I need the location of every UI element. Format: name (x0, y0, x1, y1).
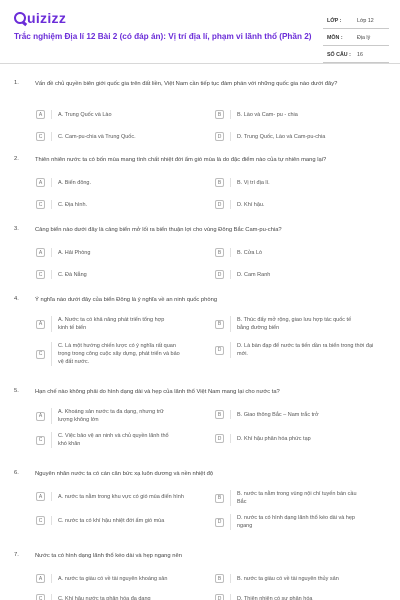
option-text: C. Việc bảo vệ an ninh và chủ quyền lãnh thổ khó khăn (51, 432, 176, 448)
option-text: D. Trung Quốc, Lào và Cam-pu-chia (230, 132, 325, 141)
meta-value: Địa lý (357, 35, 371, 41)
option-letter: A (36, 110, 45, 119)
option-a[interactable] (36, 492, 216, 501)
logo-q-glyph (14, 12, 26, 24)
quizizz-logo (14, 10, 66, 26)
option-text: A. Khoáng sản nước ta đa dạng, nhưng trữ lượng không lớn (51, 408, 171, 424)
option-letter: C (36, 516, 45, 525)
option-letter: C (36, 200, 45, 209)
option-text: B. Cửa Lò (230, 248, 262, 257)
option-text: D. nước ta có hình dạng lãnh thổ kéo dài và hẹp ngang (230, 514, 365, 530)
option-letter: B (215, 178, 224, 187)
option-letter: C (36, 594, 45, 600)
option-a[interactable] (36, 248, 216, 257)
meta-value: 16 (357, 52, 363, 58)
meta-row-class (323, 14, 389, 29)
question-number: 4. (14, 296, 19, 302)
option-b[interactable] (215, 110, 385, 119)
option-d[interactable] (215, 342, 385, 358)
option-text: C. Cam-pu-chia và Trung Quốc. (51, 132, 136, 141)
option-text: B. Giao thông Bắc – Nam trắc trở (230, 410, 319, 419)
meta-label: SỐ CÂU : (327, 52, 351, 58)
option-letter: C (36, 350, 45, 359)
option-text: D. Khí hậu. (230, 200, 265, 209)
question-text: Cảng biển nào dưới đây là cảng biển mở lối ra biển thuận lợi cho vùng Đông Bắc Cam-pu-chia? (35, 227, 282, 233)
worksheet-title: Trắc nghiệm Địa lí 12 Bài 2 (có đáp án): Vị trí địa lí, phạm vi lãnh thổ (Phần 2) (14, 32, 312, 41)
question-number: 1. (14, 80, 19, 86)
option-text: B. Vị trí địa lí. (230, 178, 270, 187)
option-b[interactable] (215, 316, 385, 332)
question-number: 6. (14, 470, 19, 476)
question-number: 7. (14, 552, 19, 558)
option-a[interactable] (36, 408, 216, 424)
option-a[interactable] (36, 574, 216, 583)
meta-row-question-count (323, 48, 389, 63)
question-text: Nước ta có hình dạng lãnh thổ kéo dài và hẹp ngang nên (35, 553, 182, 559)
meta-value: Lớp 12 (357, 18, 374, 24)
option-text: D. Cam Ranh (230, 270, 270, 279)
option-text: C. nước ta có khí hậu nhiệt đới ẩm gió mùa (51, 516, 164, 525)
option-text: A. Biển đông. (51, 178, 91, 187)
option-letter: B (215, 574, 224, 583)
option-text: A. nước ta nằm trong khu vực có gió mùa điển hình (51, 492, 184, 501)
question-number: 5. (14, 388, 19, 394)
option-letter: D (215, 270, 224, 279)
question-number: 2. (14, 156, 19, 162)
option-text: A. Trung Quốc và Lào (51, 110, 112, 119)
option-c[interactable] (36, 270, 216, 279)
option-letter: A (36, 178, 45, 187)
option-a[interactable] (36, 110, 216, 119)
option-b[interactable] (215, 248, 385, 257)
option-c[interactable] (36, 132, 216, 141)
option-c[interactable] (36, 432, 216, 448)
option-letter: C (36, 436, 45, 445)
option-letter: A (36, 320, 45, 329)
option-letter: A (36, 412, 45, 421)
option-d[interactable] (215, 132, 385, 141)
option-b[interactable] (215, 490, 385, 506)
option-text: D. Thiên nhiên có sự phân hóa (230, 594, 312, 600)
option-b[interactable] (215, 574, 385, 583)
worksheet-header (0, 0, 400, 64)
option-c[interactable] (36, 200, 216, 209)
option-letter: A (36, 492, 45, 501)
option-text: A. Nước ta có khả năng phát triển tổng hợp kinh tế biển (51, 316, 171, 332)
option-text: C. Đà Nẵng (51, 270, 87, 279)
question-text: Nguyên nhân nước ta có cán cân bức xạ luôn dương và nền nhiệt độ (35, 471, 214, 477)
option-letter: C (36, 132, 45, 141)
option-c[interactable] (36, 516, 216, 525)
meta-label: MÔN : (327, 35, 343, 41)
worksheet-meta (323, 14, 389, 65)
option-letter: B (215, 320, 224, 329)
question-text: Ý nghĩa nào dưới đây của biển Đông là ý nghĩa về an ninh quốc phòng (35, 297, 218, 303)
question-text: Thiên nhiên nước ta có bốn mùa mang tính chất nhiệt đới ẩm gió mùa là do đặc điểm nào của tự nhiên mang lại? (35, 157, 327, 163)
option-text: C. Khí hậu nước ta phân hóa đa dạng (51, 594, 151, 600)
option-letter: C (36, 270, 45, 279)
option-letter: B (215, 494, 224, 503)
option-c[interactable] (36, 342, 216, 366)
option-a[interactable] (36, 316, 216, 332)
option-text: A. nước ta giàu có về tài nguyên khoáng sản (51, 574, 167, 583)
option-text: D. Khí hậu phân hóa phức tạp (230, 434, 311, 443)
option-letter: B (215, 248, 224, 257)
option-letter: D (215, 594, 224, 600)
option-text: C. Là một hướng chiến lược có ý nghĩa rất quan trọng trong công cuộc xây dựng, phát triển và bảo vệ đất nước. (51, 342, 181, 366)
option-a[interactable] (36, 178, 216, 187)
option-text: B. Thúc đẩy mở rộng, giao lưu hợp tác quốc tế bằng đường biển (230, 316, 360, 332)
logo-text: uizizz (27, 10, 67, 26)
option-letter: D (215, 200, 224, 209)
option-text: B. nước ta giàu có về tài nguyên thủy sản (230, 574, 339, 583)
option-d[interactable] (215, 200, 385, 209)
header-divider (0, 63, 400, 64)
option-d[interactable] (215, 594, 385, 600)
option-d[interactable] (215, 434, 385, 443)
option-letter: A (36, 248, 45, 257)
option-text: B. nước ta nằm trong vùng nội chí tuyến bán cầu Bắc (230, 490, 365, 506)
option-b[interactable] (215, 410, 385, 419)
option-letter: B (215, 410, 224, 419)
option-text: B. Lào và Cam- pu - chia (230, 110, 298, 119)
option-letter: B (215, 110, 224, 119)
option-letter: D (215, 132, 224, 141)
option-text: A. Hải Phòng (51, 248, 90, 257)
question-text: Hạn chế nào không phải do hình dạng dài và hẹp của lãnh thổ Việt Nam mang lại cho nước ta? (35, 389, 280, 395)
question-text: Vấn đề chủ quyền biên giới quốc gia trên đất liền, Việt Nam cần tiếp tục đàm phán với những quốc gia nào dưới đây? (35, 81, 338, 87)
option-letter: D (215, 346, 224, 355)
question-number: 3. (14, 226, 19, 232)
option-letter: D (215, 518, 224, 527)
option-c[interactable] (36, 594, 216, 600)
option-text: C. Địa hình. (51, 200, 87, 209)
meta-label: LỚP : (327, 18, 342, 24)
option-letter: A (36, 574, 45, 583)
option-d[interactable] (215, 514, 385, 530)
option-text: D. Là bàn đạp để nước ta tiến dần ra biển trong thời đại mới. (230, 342, 380, 358)
option-d[interactable] (215, 270, 385, 279)
option-letter: D (215, 434, 224, 443)
meta-row-subject (323, 31, 389, 46)
option-b[interactable] (215, 178, 385, 187)
